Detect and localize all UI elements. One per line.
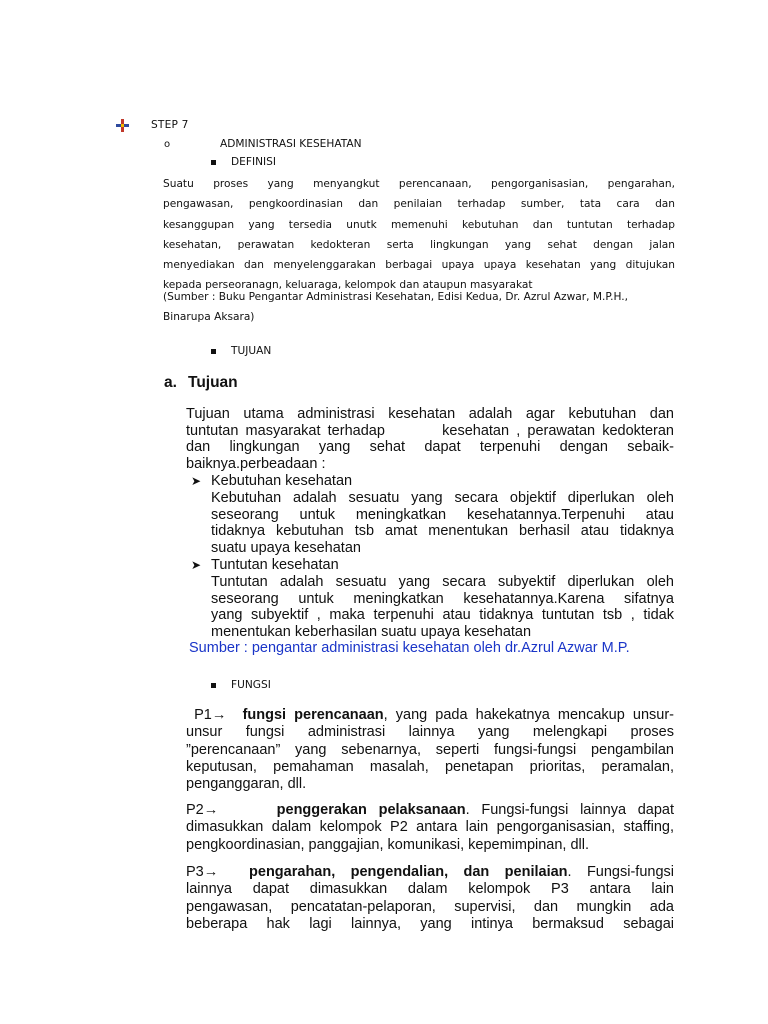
tujuan-heading [211,345,271,357]
definisi-line: Suatu proses yang menyangkut perencanaan, pengorganisasian, pengarahan, [163,178,675,190]
circle-bullet: o [164,138,171,150]
p1-first-line [186,707,674,724]
item-line: tidaknya kebutuhan tsb amat menentukan berhasil atau tidaknya [211,523,674,540]
p2-label: P2 [186,802,204,818]
definisi-line: menyediakan dan menyelenggarakan berbagai upaya upaya kesehatan yang ditujukan [163,259,675,272]
p2-after: . Fungsi-fungsi lainnya dapat [465,802,674,818]
tujuan-intro [186,406,674,472]
section-title: ADMINISTRASI KESEHATAN [220,138,362,150]
p1-after: , yang pada hakekatnya mencakup unsur- [383,707,674,723]
intro-line: tuntutan masyarakat terhadap kesehatan , perawatan kedokteran [186,422,674,439]
definisi-label: DEFINISI [231,156,276,168]
subheading-letter: a. [164,374,177,391]
arrow-right-icon: → [203,802,219,818]
arrowhead-bullet-icon: ➤ [191,474,202,488]
tuntutan-item [191,557,339,573]
p1-line: ”perencanaan” yang sebenarnya, seperti fungsi-fungsi pengambilan [186,741,674,758]
p3-label: P3 [186,864,204,880]
p2-line: dimasukkan dalam kelompok P2 antara lain pengorganisasian, staffing, [186,819,674,836]
definisi-line: kesanggupan yang tersedia unutk memenuhi kebutuhan dan tuntutan terhadap [163,218,675,231]
intro-line: baiknya.perbeadaan : [186,455,326,472]
source-line: (Sumber : Buku Pengantar Administrasi Kesehatan, Edisi Kedua, Dr. Azrul Azwar, M.P.H., [163,291,628,303]
kebutuhan-text [211,490,674,556]
definisi-heading [211,156,276,168]
p1-line: penganggaran, dll. [186,776,307,793]
p1-line: keputusan, pemahaman masalah, penetapan prioritas, peramalan, [186,758,674,775]
tujuan-source: Sumber : pengantar administrasi kesehatan oleh dr.Azrul Azwar M.P. [189,640,630,656]
definisi-source [163,287,683,327]
p3-line: pengawasan, pencatatan-pelaporan, supervisi, dan mungkin ada [186,898,674,915]
p1-line: unsur fungsi administrasi lainnya yang melengkapi proses [186,724,674,741]
square-bullet-icon [211,160,216,165]
fungsi-label: FUNGSI [231,679,271,691]
tujuan-label: TUJUAN [231,345,272,357]
definisi-paragraph [163,174,675,296]
p3-line: beberapa hak lagi lainnya, yang intinya bermaksud sebagai [186,915,674,932]
definisi-line: pengawasan, pengkoordinasian dan penilaian terhadap sumber, tata cara dan [163,198,675,211]
tuntutan-text [211,574,674,640]
definisi-line: kepada perseoranagn, keluaraga, kelompok dan ataupun masyarakat [163,279,533,292]
source-line: Binarupa Aksara) [163,311,255,323]
square-bullet-icon [211,349,216,354]
definisi-line: kesehatan, perawatan kedokteran serta lingkungan yang sehat dengan jalan [163,238,675,251]
p3-paragraph [186,864,674,933]
p1-paragraph [186,707,674,793]
item-title: Kebutuhan kesehatan [211,473,353,489]
item-title: Tuntutan kesehatan [211,557,339,573]
item-line: Kebutuhan adalah sesuatu yang secara objektif diperlukan oleh [211,490,674,506]
item-line: suatu upaya kesehatan [211,539,361,556]
fungsi-heading [211,679,271,691]
intro-line: dan lingkungan yang sehat dapat terpenuhi dengan sebaik- [186,439,674,456]
p3-bold: pengarahan, pengendalian, dan penilaian [249,864,568,880]
item-line: seseorang untuk meningkatkan kesehatannya.Terpenuhi atau [211,506,674,523]
item-line: seseorang untuk meningkatkan kesehatannya.Karena sifatnya [211,590,674,607]
p2-line: pengkoordinasian, panggajian, komunikasi, kepemimpinan, dll. [186,836,590,853]
step-heading [116,118,189,132]
item-line: Tuntutan adalah sesuatu yang secara subyektif diperlukan oleh [211,574,674,590]
step-label: STEP 7 [151,119,189,131]
p2-bold: penggerakan pelaksanaan [276,802,466,818]
item-line: menentukan keberhasilan suatu upaya kesehatan [211,623,532,640]
p3-line: lainnya dapat dimasukkan dalam kelompok P3 antara lain [186,881,674,898]
p1-label: P1 [194,707,212,723]
arrow-right-icon: → [203,864,219,880]
square-bullet-icon [211,683,216,688]
item-line: yang subyektif , maka terpenuhi atau tidaknya tuntutan tsb , tidak [211,607,674,624]
p3-after: . Fungsi-fungsi [567,864,674,880]
section-heading [164,138,362,150]
intro-line: Tujuan utama administrasi kesehatan adalah agar kebutuhan dan [186,406,674,422]
p1-bold: fungsi perencanaan [242,707,384,723]
cross-bullet-icon [116,119,129,132]
p2-first-line [186,802,674,819]
tujuan-subheading [164,374,238,392]
kebutuhan-item [191,473,352,489]
p2-paragraph [186,802,674,854]
p3-first-line [186,864,674,881]
arrow-right-icon: → [211,707,227,723]
subheading-text: Tujuan [188,374,238,391]
arrowhead-bullet-icon: ➤ [191,558,202,572]
